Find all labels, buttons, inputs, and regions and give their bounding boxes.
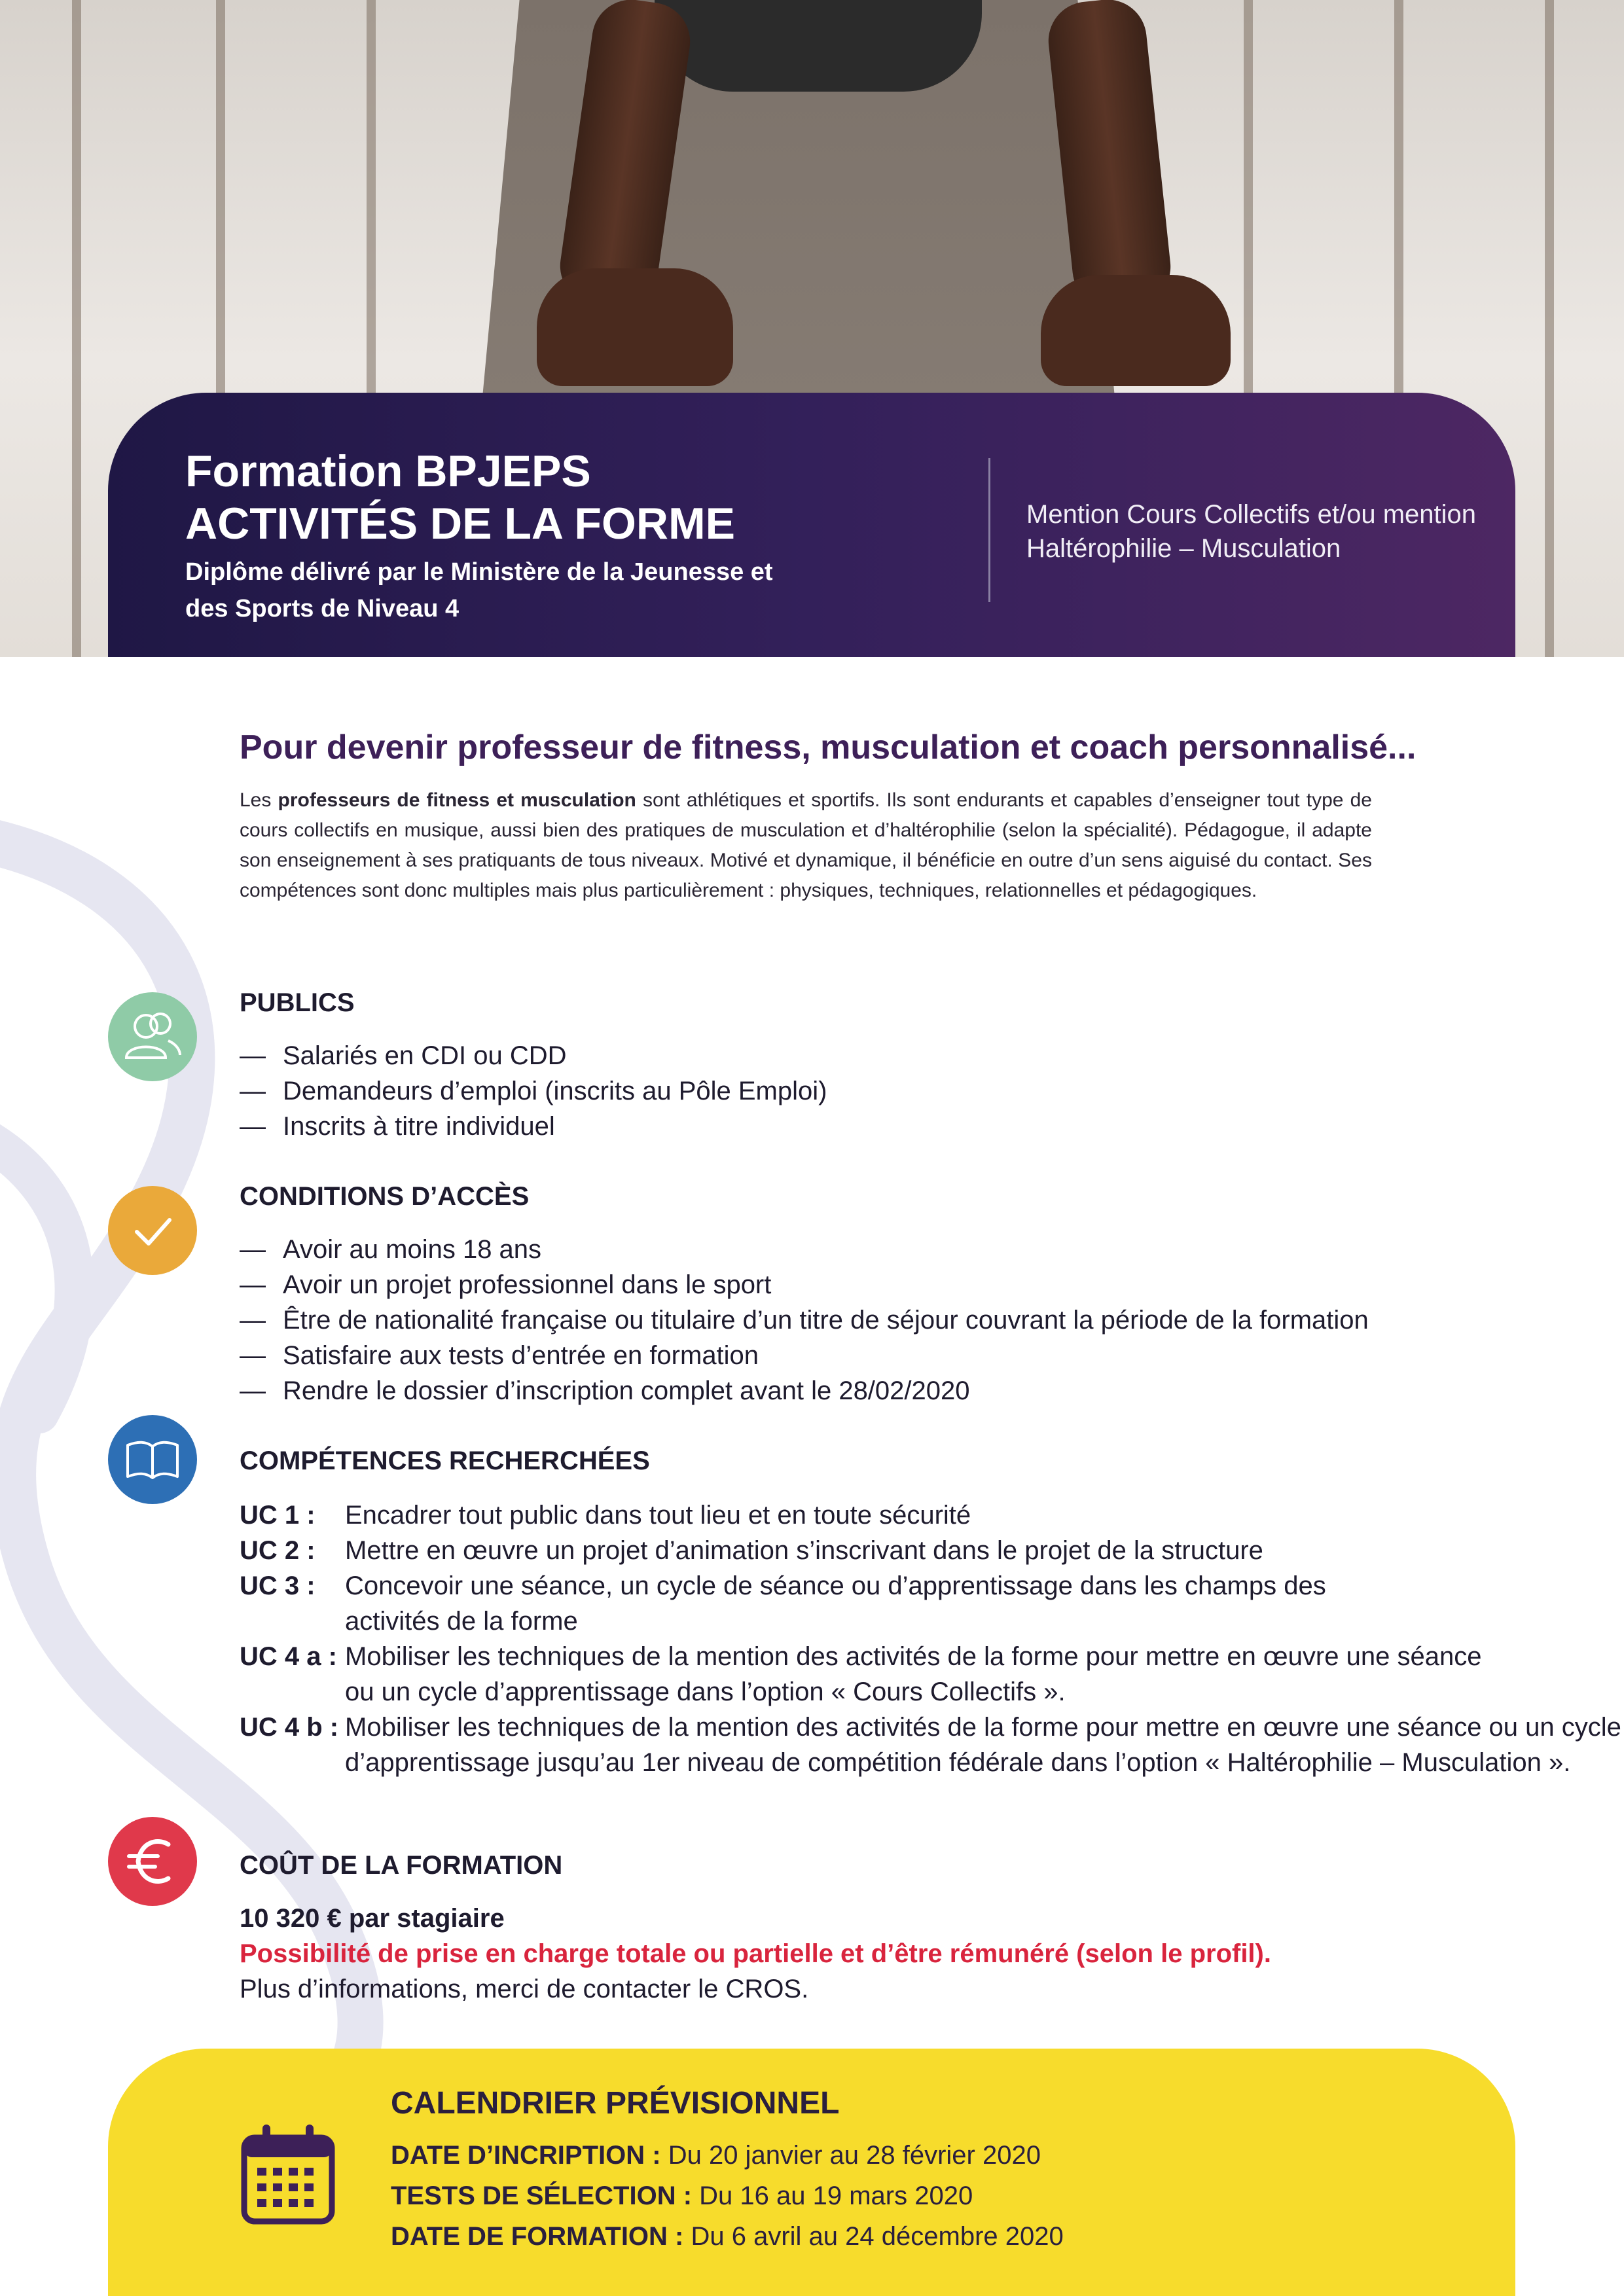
calendar-row: DATE DE FORMATION : Du 6 avril au 24 décembre 2020 [391, 2222, 1064, 2251]
diploma-subtitle: Diplôme délivré par le Ministère de la Jeunesse et des Sports de Niveau 4 [185, 558, 773, 622]
calendar-icon [239, 2122, 337, 2227]
competences-title: COMPÉTENCES RECHERCHÉES [240, 1446, 650, 1475]
conditions-title: CONDITIONS D’ACCÈS [240, 1182, 530, 1211]
book-icon [108, 1415, 197, 1504]
contact-note: Plus d’informations, merci de contacter le CROS. [240, 1975, 809, 2003]
cost-block [240, 1901, 1483, 2007]
calendar-title: CALENDRIER PRÉVISIONNEL [391, 2086, 840, 2121]
publics-list [240, 1038, 827, 1144]
calendar-row: TESTS DE SÉLECTION : Du 16 au 19 mars 2020 [391, 2181, 973, 2210]
intro-paragraph [240, 785, 1372, 906]
list-item: — Avoir au moins 18 ans [240, 1235, 542, 1264]
list-item: — Rendre le dossier d’inscription complet avant le 28/02/2020 [240, 1376, 970, 1405]
list-item: — Satisfaire aux tests d’entrée en formation [240, 1341, 759, 1370]
list-item: — Avoir un projet professionnel dans le sport [240, 1270, 772, 1299]
publics-title: PUBLICS [240, 988, 355, 1017]
people-icon [108, 992, 197, 1081]
intro-body: sont athlétiques et sportifs. Ils sont endurants et capables d’enseigner tout type de cours collectifs en musique, aussi bien des pratiques de musculation et d’haltérophilie (selon la spécialité). Pédagogue, il adapte son enseignement à ses pratiquants de tous niveaux. Motivé et dynamique, il bénéficie en outre d’un sens aiguisé du contact. Ses compétences sont donc multiples mais plus particulièrement : physiques, techniques, relationnelles et pédagogiques. [240, 789, 1372, 901]
band-divider [988, 458, 990, 602]
uc-row: UC 4 a : Mobiliser les techniques de la mention des activités de la forme pour mettre en œuvre une séance ou un cycle d’apprentissage dans l’option « Cours Collectifs ». [240, 1642, 1482, 1706]
uc-row: UC 1 : Encadrer tout public dans tout lieu et en toute sécurité [240, 1501, 971, 1530]
check-icon [108, 1186, 197, 1275]
athlete-shorts [655, 0, 982, 92]
floor-plank-line [1545, 0, 1554, 657]
uc-row: UC 3 : Concevoir une séance, un cycle de séance ou d’apprentissage dans les champs des activités de la forme [240, 1571, 1326, 1636]
conditions-list [240, 1232, 1369, 1408]
uc-row: UC 2 : Mettre en œuvre un projet d’animation s’inscrivant dans le projet de la structure [240, 1536, 1263, 1565]
athlete-right-hand [1041, 275, 1231, 386]
intro-lead-bold: professeurs de fitness et musculation [278, 789, 636, 811]
athlete-left-hand [537, 268, 733, 386]
list-item: — Salariés en CDI ou CDD [240, 1041, 567, 1070]
competences-list [240, 1498, 1621, 1780]
list-item: — Inscrits à titre individuel [240, 1112, 555, 1141]
euro-icon [108, 1817, 197, 1906]
list-item: — Être de nationalité française ou titulaire d’un titre de séjour couvrant la période de la formation [240, 1306, 1369, 1335]
intro-lead: Les [240, 789, 278, 811]
floor-plank-line [72, 0, 81, 657]
intro-title: Pour devenir professeur de fitness, musculation et coach personnalisé... [240, 728, 1416, 766]
funding-note: Possibilité de prise en charge totale ou partielle et d’être rémunéré (selon le profil). [240, 1939, 1271, 1968]
title-band [108, 393, 1515, 657]
cost-price: 10 320 € par stagiaire [240, 1904, 505, 1933]
cout-title: COÛT DE LA FORMATION [240, 1851, 563, 1880]
calendar-panel [108, 2049, 1515, 2296]
list-item: — Demandeurs d’emploi (inscrits au Pôle Emploi) [240, 1077, 827, 1105]
uc-row: UC 4 b : Mobiliser les techniques de la mention des activités de la forme pour mettre en œuvre une séance ou un cycle d’apprentissage jusqu’au 1er niveau de compétition fédérale dans l’option « Haltérophilie – Musculation ». [240, 1713, 1621, 1777]
calendar-row: DATE D’INCRIPTION : Du 20 janvier au 28 février 2020 [391, 2141, 1041, 2170]
decorative-swirl [0, 785, 406, 2094]
title-line-1: Formation BPJEPS [185, 446, 591, 496]
title-line-2: ACTIVITÉS DE LA FORME [185, 499, 735, 548]
mention-text: Mention Cours Collectifs et/ou mention Haltérophilie – Musculation [1026, 500, 1476, 563]
